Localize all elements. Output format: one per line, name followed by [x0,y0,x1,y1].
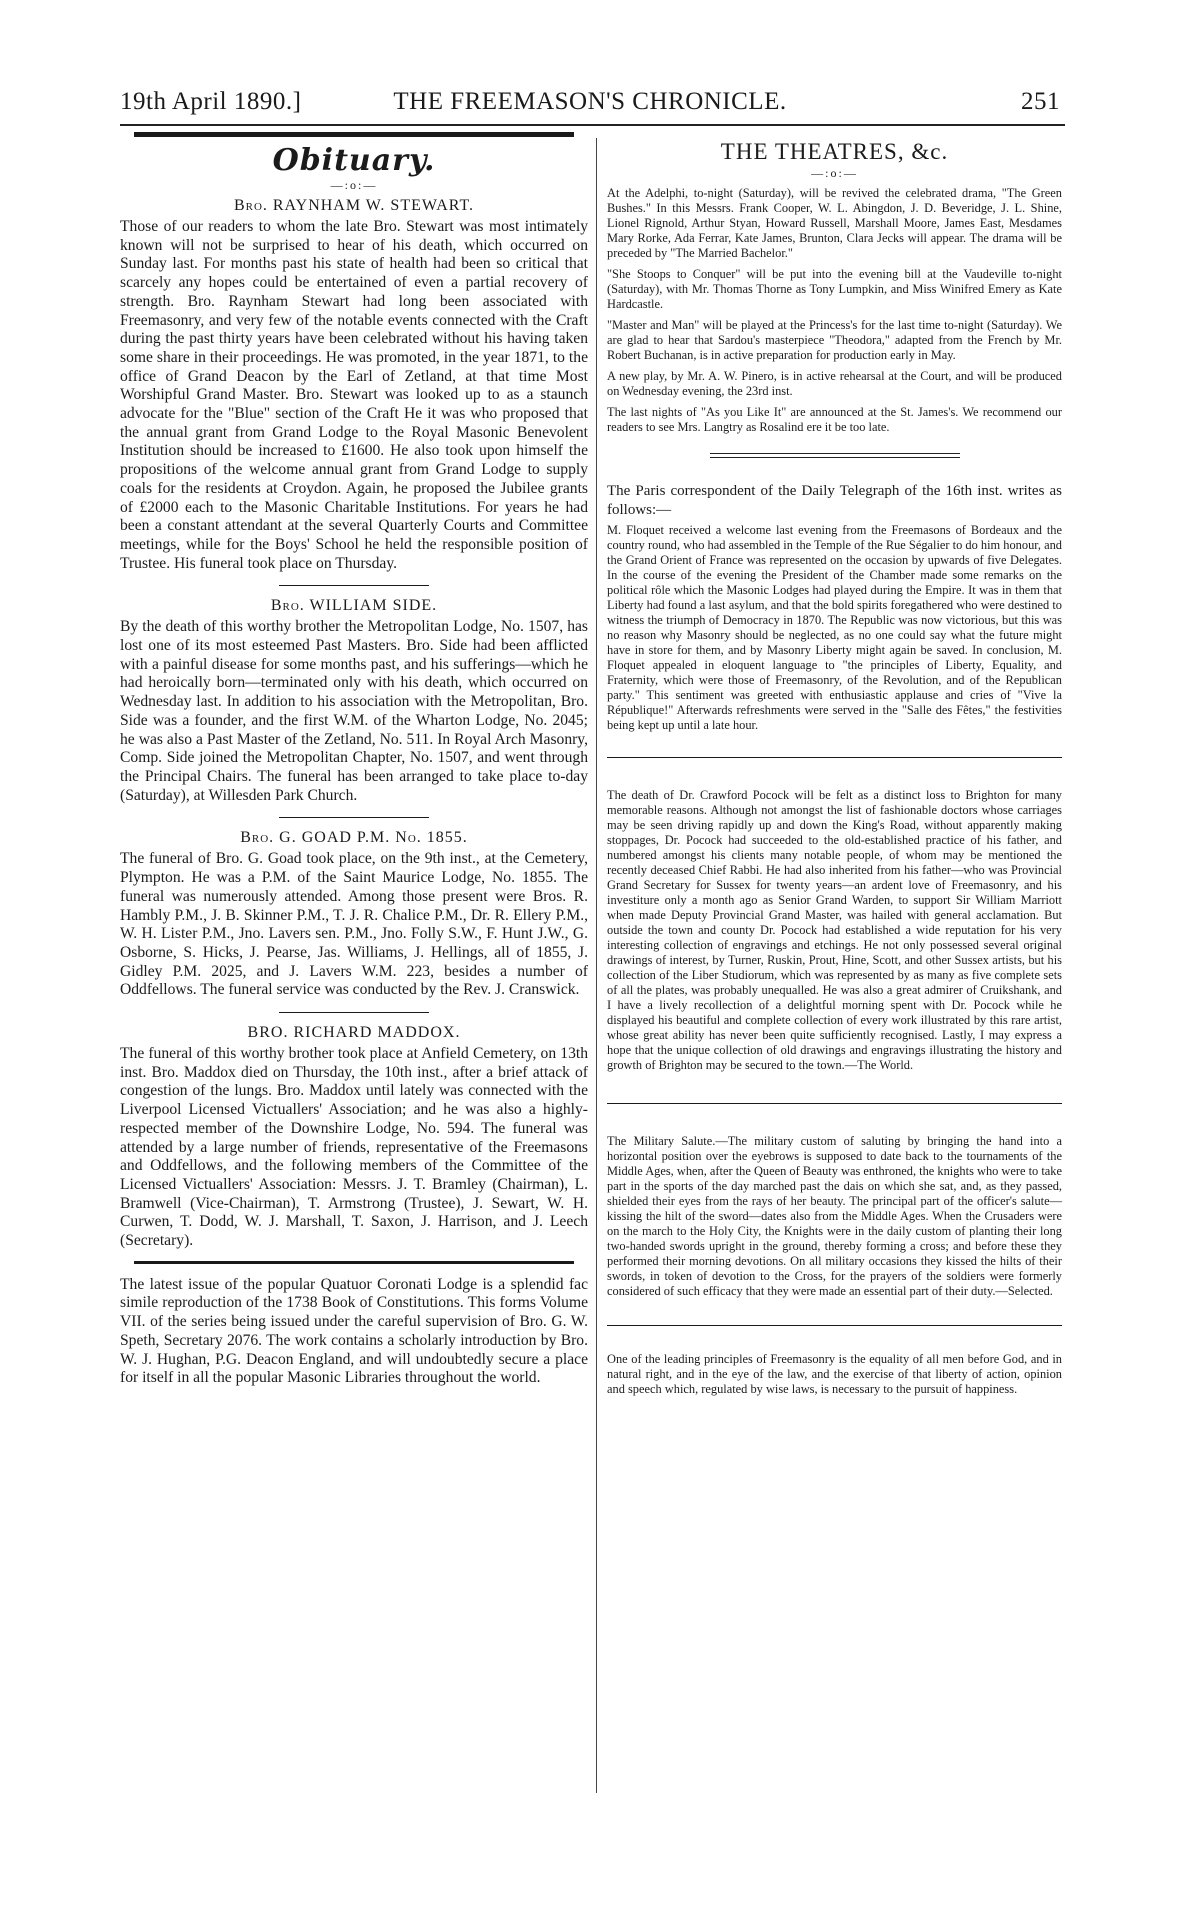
goad-text: The funeral of Bro. G. Goad took place, on the 9th inst., at the Cemetery, Plympton. He was a P.M. of the Saint Maurice Lodge, No. 1855. The funeral was numerously attended. Among those present were Bros. R. Hambly P.M., J. B. Skinner P.M., T. J. R. Chalice P.M., Dr. R. Ellery P.M., W. H. Lister P.M., Jno. Lavers sen. P.M., Jno. Folly S.W., F. Hunt J.W., G. Osborne, S. Hicks, J. Pearse, Jas. Williams, J. Hellings, all of 1855, J. Gidley P.M. 2025, and J. Lavers W.M. 223, besides a number of Oddfellows. The funeral service was conducted by the Rev. J. Cranswick. [120,850,588,999]
maddox-text: The funeral of this worthy brother took place at Anfield Cemetery, on 13th inst. Bro. Maddox died on Thursday, the 10th inst., after a brief attack of congestion of the lungs. Bro. Maddox until lately was connected with the Liverpool Licensed Victuallers' Association; and he was also a highly-respected member of the Downshire Lodge, No. 594. The funeral was attended by a large number of friends, representative of the Freemasons and Oddfellows, and the following members of the Committee of the Licensed Victuallers' Association: Messrs. J. T. Bramley (Chairman), L. Bramwell (Vice-Chairman), T. Armstrong (Trustee), J. Sewart, W. H. Curwen, T. Dodd, W. J. Marshall, T. Saxon, J. Harrison, and J. Leech (Secretary). [120,1045,588,1250]
quatuor-top-rule [134,1261,574,1264]
paris-text: M. Floquet received a welcome last evening from the Freemasons of Bordeaux and the country round, who had assembled in the Temple of the Rue Ségalier to do him honour, and the Grand Orient of France was represented on the occasion by upwards of five Delegates. In the course of the evening the President of the Chamber made some remarks on the political rôle which the Masonic Lodges had played during the Empire. It was in them that Liberty had found a last asylum, and that the bold spirits foregathered who were destined to witness the triumph of Democracy in 1870. The Republic was now victorious, but this was no reason why Masonry should be neglected, as no one could say what the future might have in store for them, and by Masonry Liberty might again be saved. In conclusion, M. Floquet appealed in eloquent language to "the principles of Liberty, Equality, and Fraternity, which were those of Freemasonry, of the Revolution, and of the Republican party." This sentiment was greeted with enthusiastic applause and cries of "Vive la République!" Afterwards refreshments were served in the "Salle des Fêtes," the festivities being kept up until a late hour. [607,523,1062,733]
theatre-item: The last nights of "As you Like It" are announced at the St. James's. We recommend our readers to see Mrs. Langtry as Rosalind ere it be too late. [607,405,1062,434]
military-text: The Military Salute.—The military custom of saluting by bringing the hand into a horizontal position over the eyebrows is supposed to date back to the tournaments of the Middle Ages, when, after the Queen of Beauty was enthroned, the knights who were to take part in the sports of the day marched past the dais on which she sat, and, as they passed, shielded their eyes from the rays of her beauty. The principal part of the officer's salute—kissing the hilt of the sword—dates also from the Middle Ages. When the Crusaders were on the march to the Holy City, the Knights were in the daily custom of planting their long two-handed swords upright in the ground, thereby forming a cross; and before these they performed their morning devotions. On all military occasions they kissed the hilts of their swords, in token of devotion to the Cross, for the prayers of the soldiers were formerly considered of such efficacy that they were made an essential part of their duty.—Selected. [607,1134,1062,1299]
page-header [120,88,1060,118]
obituary-top-rule [134,132,574,137]
publication-title: THE FREEMASON'S CHRONICLE. [393,88,787,115]
section-rule [279,585,429,586]
stewart-heading: Bro. RAYNHAM W. STEWART. [233,197,475,214]
theatre-item: At the Adelphi, to-night (Saturday), will be revived the celebrated drama, "The Green Bushes." In this Messrs. Frank Cooper, W. L. Abingdon, J. D. Beveridge, J. L. Shine, Lionel Rignold, Arthur Styan, Howard Russell, Marshall Moore, James East, Mesdames Mary Rorke, Ada Ferrar, Kate James, Brunton, Clara Jecks will appear. The drama will be preceded by "The Married Bachelor." [607,186,1062,260]
section-rule [607,1103,1062,1104]
obituary-title: Obituary. [272,143,436,178]
quatuor-text: The latest issue of the popular Quatuor Coronati Lodge is a splendid fac simile reproduction of the 1738 Book of Constitutions. This forms Volume VII. of the series being issued under the careful supervision of Bro. G. W. Speth, Secretary 2076. The work contains a scholarly introduction by Bro. W. J. Hughan, P.G. Deacon England, and will undoubtedly secure a place for itself in all the popular Masonic Libraries throughout the world. [120,1275,588,1387]
issue-date: 19th April 1890.] [120,88,302,115]
header-rule [120,124,1065,126]
left-column [120,128,588,1388]
side-text: By the death of this worthy brother the Metropolitan Lodge, No. 1507, has lost one of its most esteemed Past Masters. Bro. Side had been afflicted with a painful disease for some months past, and his sufferings—which he had heroically born—terminated only with his death, which occurred on Wednesday last. In addition to his association with the Metropolitan, Bro. Side was a founder, and the first W.M. of the Wharton Lodge, No. 2045; he was also a Past Master of the Zetland, No. 511. In Royal Arch Masonry, Comp. Side joined the Metropolitan Chapter, No. 1507, and went through the Principal Chairs. The funeral has been arranged to take place to-day (Saturday), at Willesden Park Church. [120,618,588,804]
theatre-item: "She Stoops to Conquer" will be put into the evening bill at the Vaudeville to-night (Saturday), with Mr. Thomas Thorne as Tony Lumpkin, and Miss Winifred Emery as Kate Hardcastle. [607,267,1062,311]
theatres-separator: —:o:— [811,166,858,180]
section-rule [279,1012,429,1013]
section-rule [607,757,1062,758]
section-double-rule [710,453,960,458]
theatre-item: "Master and Man" will be played at the Princess's for the last time to-night (Saturday). We are glad to hear that Sardou's masterpiece "Theodora," adapted from the French by Mr. Robert Buchanan, is in active preparation for production early in May. [607,318,1062,362]
maddox-heading: BRO. RICHARD MADDOX. [247,1024,461,1042]
section-rule [607,1325,1062,1326]
obituary-separator: —:o:— [330,178,378,192]
pocock-text: The death of Dr. Crawford Pocock will be felt as a distinct loss to Brighton for many memorable reasons. Although not amongst the list of fashionable doctors whose carriages may be seen driving rapidly up and down the King's Road, without apparently making stoppages, Dr. Pocock had succeeded to the old-established practice of his father, and numbered amongst his clients many notable people, of whom may be mentioned the recently deceased Chief Rabbi. He had also inherited from his father—who was Provincial Grand Secretary for Sussex for twenty years—an ardent love of Freemasonry, and his investiture only a month ago as Senior Grand Warden, to support Sir William Marriott when made Deputy Provincial Grand Master, was hailed with general acclamation. But outside the town and county Dr. Pocock had established a wide reputation for his very interesting collection of engravings and etchings. He not only possessed several original drawings of interest, by Turner, Ruskin, Prout, Hine, Scott, and other Sussex artists, but his collection of the Liber Studiorum, which was represented by as many as five complete sets of all the plates, was probably unequalled. He was also a great admirer of Cruikshank, and I have a lively recollection of a delightful morning spent with Dr. Pocock while he displayed his beautiful and complete collection of every work illustrated by this rare artist, whose great ability has never been quite sufficiently recognised. Lastly, I may express a hope that the unique collection of old drawings and engravings illustrating the history and growth of Brighton may be secured to the town.—The World. [607,788,1062,1073]
page-number: 251 [1021,88,1060,115]
equality-text: One of the leading principles of Freemasonry is the equality of all men before God, and in natural right, and in the eye of the law, and the exercise of that liberty of action, opinion and speech which, regulated by wise laws, is necessary to the pursuit of happiness. [607,1352,1062,1397]
right-column [607,128,1062,1397]
column-divider [596,138,597,1793]
theatre-item: A new play, by Mr. A. W. Pinero, is in active rehearsal at the Court, and will be produced on Wednesday evening, the 23rd inst. [607,369,1062,398]
theatres-title: THE THEATRES, &c. [720,139,949,164]
section-rule [279,817,429,818]
side-heading: Bro. WILLIAM SIDE. [270,597,438,615]
stewart-text: Those of our readers to whom the late Bro. Stewart was most intimately known will not be surprised to hear of his death, which occurred on Sunday last. For months past his state of health had been so critical that scarcely any hopes could be entertained of even a partial recovery of strength. Bro. Raynham Stewart had long been associated with Freemasonry, and very few of the notable events connected with the Craft during the past thirty years have been celebrated without his having taken some share in their proceedings. He was promoted, in the year 1871, to the office of Grand Deacon by the Earl of Zetland, at that time Most Worshipful Grand Master. Bro. Stewart was looked up to as a staunch advocate for the "Blue" section of the Craft He it was who proposed that the annual grant from Grand Lodge to the Royal Masonic Benevolent Institution should be increased to £1600. He also took upon himself the propositions of the welcome annual grant from Grand Lodge to supply coals for the residents at Croydon. Again, he proposed the Jubilee grants of £2000 each to the Masonic Charitable Institutions. For years he had been a constant attendant at the several Quarterly Courts and Committee meetings, while for the Boys' School he held the responsible position of Trustee. His funeral took place on Thursday. [120,218,588,572]
paris-intro: The Paris correspondent of the Daily Telegraph of the 16th inst. writes as follows:— [607,483,1062,518]
goad-heading: Bro. G. GOAD P.M. No. 1855. [240,829,468,847]
